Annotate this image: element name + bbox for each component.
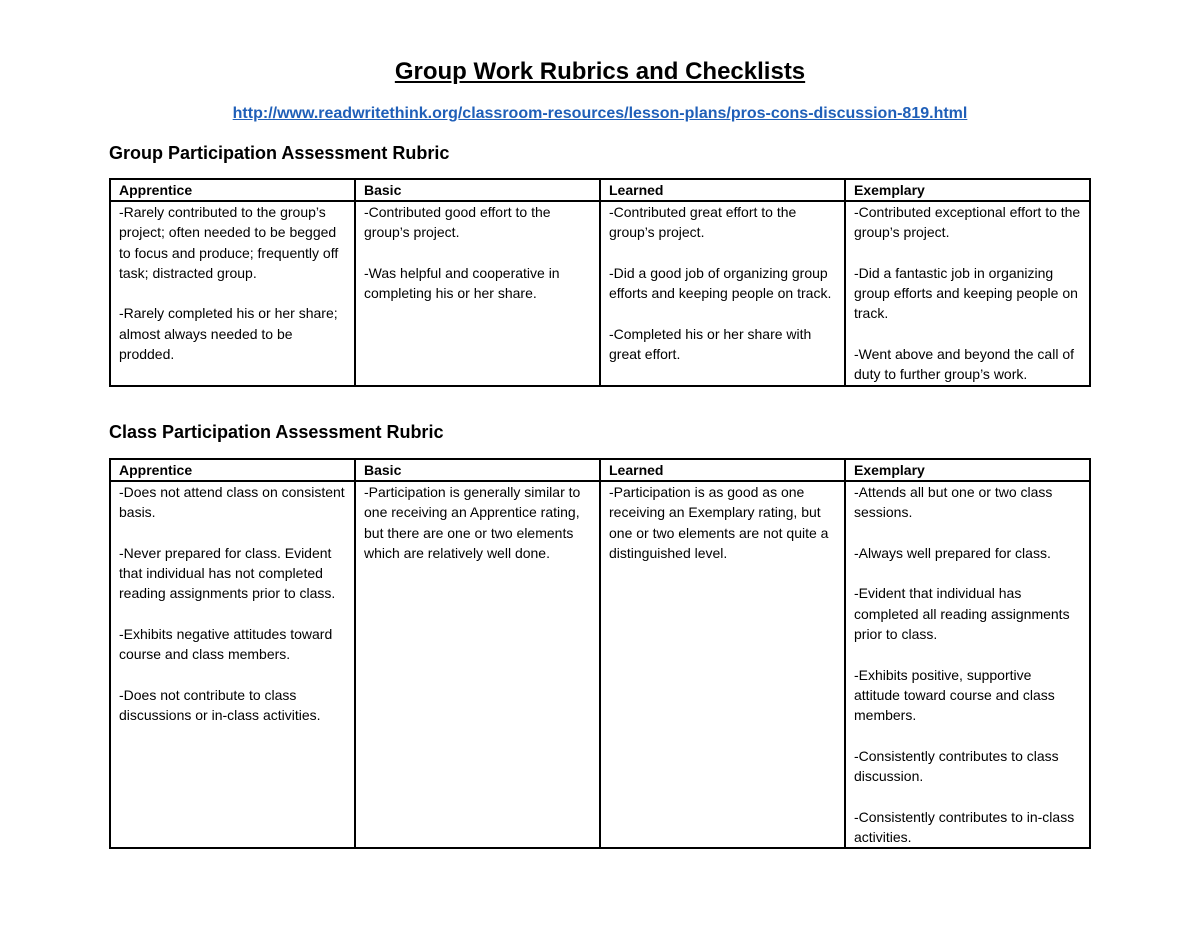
group-rubric-table [109, 178, 1091, 387]
criterion-text: -Participation is as good as one receiving an Exemplary rating, but one or two elements are not quite a distinguished level. [609, 484, 829, 561]
column-header-exemplary: Exemplary [845, 179, 1090, 201]
column-header-apprentice: Apprentice [110, 179, 355, 201]
criterion-text: -Consistently contributes to in-class activities. [854, 808, 1075, 846]
criterion-text: -Participation is generally similar to one receiving an Apprentice rating, but there are one or two elements which are relatively well done. [364, 484, 581, 561]
cell-learned [600, 201, 845, 386]
table-header-row [110, 179, 1090, 201]
cell-exemplary [845, 481, 1090, 848]
criterion-text: -Exhibits negative attitudes toward course and class members. [119, 626, 333, 663]
class-rubric-table [109, 458, 1091, 849]
criterion-text: -Completed his or her share with great effort. [609, 325, 812, 363]
criterion-text: -Contributed exceptional effort to the group’s project. [854, 204, 1081, 241]
criterion-text: -Attends all but one or two class sessions. [854, 484, 1053, 521]
cell-learned [600, 481, 845, 848]
criterion-text: -Was helpful and cooperative in completing his or her share. [364, 264, 560, 302]
group-rubric-heading: Group Participation Assessment Rubric [109, 143, 450, 163]
criterion-text: -Did a good job of organizing group efforts and keeping people on track. [609, 264, 832, 302]
criterion-text: -Exhibits positive, supportive attitude toward course and class members. [854, 666, 1055, 724]
cell-basic [355, 201, 600, 386]
criterion-text: -Rarely contributed to the group’s project; often needed to be begged to focus and produce; frequently off task; distracted group. [119, 204, 339, 281]
column-header-basic: Basic [355, 179, 600, 201]
cell-basic [355, 481, 600, 848]
table-row [110, 481, 1090, 848]
criterion-text: -Contributed great effort to the group’s project. [609, 204, 797, 241]
column-header-apprentice: Apprentice [110, 459, 355, 481]
page-title: Group Work Rubrics and Checklists [394, 58, 806, 85]
cell-apprentice [110, 201, 355, 386]
column-header-learned: Learned [600, 179, 845, 201]
table-row [110, 201, 1090, 386]
criterion-text: -Does not contribute to class discussions or in-class activities. [119, 686, 321, 724]
criterion-text: -Evident that individual has completed all reading assignments prior to class. [854, 585, 1070, 643]
criterion-text: -Consistently contributes to class discussion. [854, 747, 1059, 785]
cell-exemplary [845, 201, 1090, 386]
reference-link[interactable]: http://www.readwritethink.org/classroom-resources/lesson-plans/pros-cons-discussion-819.html [232, 105, 968, 122]
table-header-row [110, 459, 1090, 481]
column-header-exemplary: Exemplary [845, 459, 1090, 481]
criterion-text: -Rarely completed his or her share; almost always needed to be prodded. [119, 305, 338, 363]
criterion-text: -Does not attend class on consistent basis. [119, 484, 345, 521]
criterion-text: -Never prepared for class. Evident that individual has not completed reading assignments prior to class. [119, 544, 336, 602]
criterion-text: -Contributed good effort to the group’s project. [364, 204, 551, 241]
criterion-text: -Did a fantastic job in organizing group efforts and keeping people on track. [854, 264, 1078, 322]
cell-apprentice [110, 481, 355, 848]
column-header-learned: Learned [600, 459, 845, 481]
class-rubric-heading: Class Participation Assessment Rubric [109, 422, 444, 442]
criterion-text: -Went above and beyond the call of duty to further group’s work. [854, 346, 1075, 383]
column-header-basic: Basic [355, 459, 600, 481]
criterion-text: -Always well prepared for class. [854, 544, 1051, 561]
